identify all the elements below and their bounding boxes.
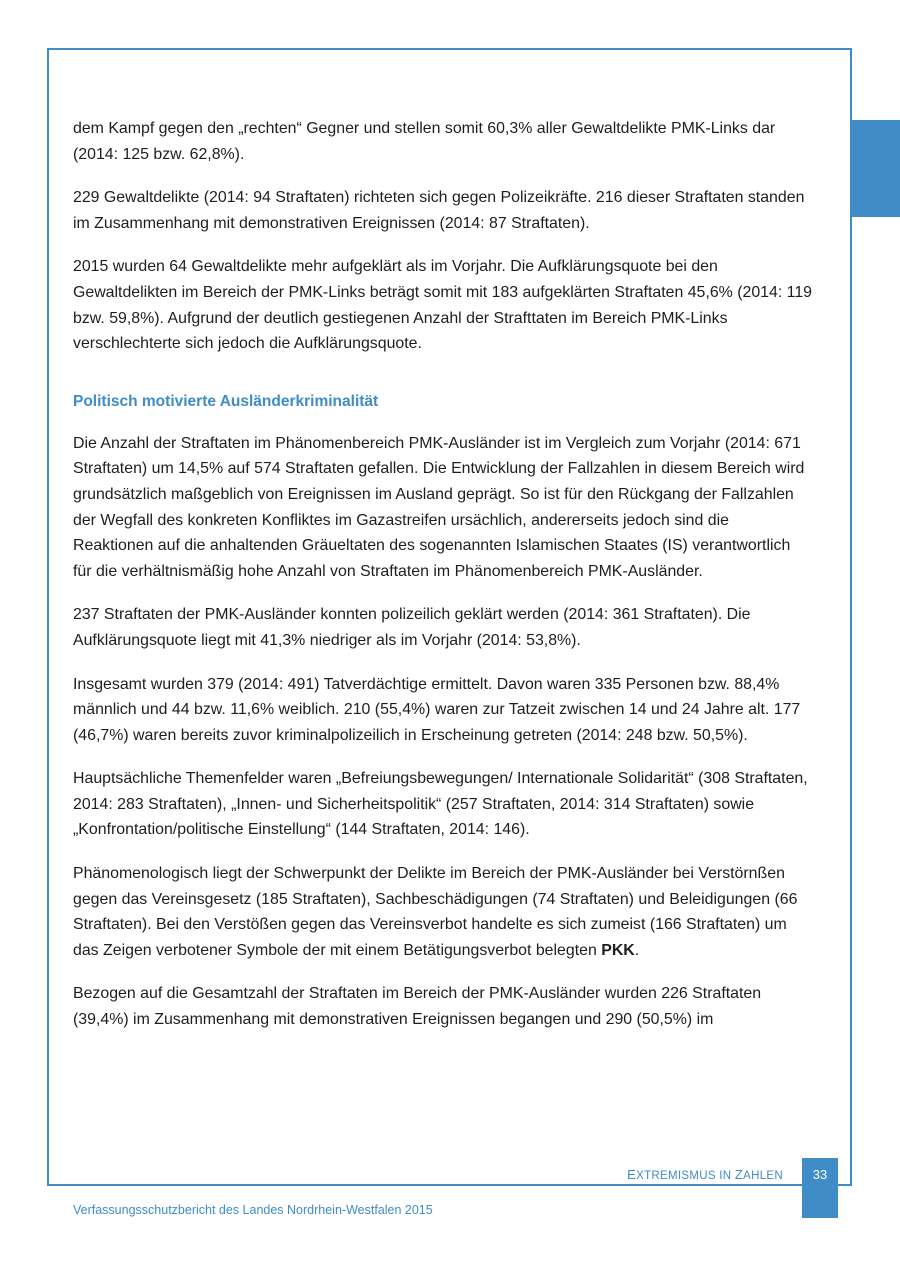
pkk-bold: PKK bbox=[601, 941, 635, 959]
footer-label-cap-z: Z bbox=[734, 1167, 744, 1182]
footer-label-part-1: XTREMISMUS IN bbox=[636, 1170, 735, 1182]
chapter-tab bbox=[852, 120, 900, 217]
paragraph-8-text: Phänomenologisch liegt der Schwerpunkt der Delikte im Bereich der PMK-Ausländer bei Verstörnßen gegen das Vereinsgesetz (185 Straftaten), Sachbeschädigungen (74 Straftaten) und Beleidigungen (66 Straftaten). Bei den Verstößen gegen das Vereinsverbot handelte es sich zumeist (166 Straftaten) um das Zeigen verbotener Symbole der mit einem Betätigungsverbot belegten bbox=[73, 865, 798, 959]
footer-label-cap-e: E bbox=[627, 1167, 637, 1182]
footer-section-label bbox=[627, 1167, 783, 1182]
paragraph-4: Die Anzahl der Straftaten im Phänomenbereich PMK-Ausländer ist im Vergleich zum Vorjahr (2014: 671 Straftaten) um 14,5% auf 574 Straftaten gefallen. Die Entwicklung der Fallzahlen in diesem Bereich wird grundsätzlich maßgeblich von Ereignissen im Ausland geprägt. So ist für den Rückgang der Fallzahlen der Wegfall des konkreten Konfliktes im Gazastreifen ursächlich, andererseits jedoch sind die Reaktionen auf die anhaltenden Gräueltaten des sogenannten Islamischen Staates (IS) verantwortlich für die verhältnismäßig hohe Anzahl von Straftaten im Phänomenbereich PMK-Ausländer. bbox=[73, 434, 805, 580]
paragraph-8 bbox=[73, 861, 813, 963]
footer-label-part-2: AHLEN bbox=[743, 1170, 783, 1182]
paragraph-2: 229 Gewaltdelikte (2014: 94 Straftaten) richteten sich gegen Polizeikräfte. 216 dieser Straftaten standen im Zusammenhang mit demonstrativen Ereignissen (2014: 87 Straftaten). bbox=[73, 189, 805, 232]
paragraph-9: Bezogen auf die Gesamtzahl der Straftaten im Bereich der PMK-Ausländer wurden 226 Straftaten (39,4%) im Zusammenhang mit demonstrativen Ereignissen begangen und 290 (50,5%) im bbox=[73, 985, 762, 1029]
paragraph-3: 2015 wurden 64 Gewaltdelikte mehr aufgeklärt als im Vorjahr. Die Aufklärungsquote bei den Gewaltdelikten im Bereich der PMK-Links beträgt somit mit 183 aufgeklärten Straftaten 45,6% (2014: 119 bzw. 59,8%). Aufgrund der deutlich gestiegenen Anzahl der Strafttaten im Bereich PMK-Links verschlechterte sich jedoch die Aufklärungsquote. bbox=[73, 258, 812, 353]
page-content bbox=[73, 116, 813, 1051]
section-heading: Politisch motivierte Ausländerkriminalität bbox=[73, 392, 379, 410]
paragraph-5: 237 Straftaten der PMK-Ausländer konnten polizeilich geklärt werden (2014: 361 Straftaten). Die Aufklärungsquote liegt mit 41,3% niedriger als im Vorjahr (2014: 53,8%). bbox=[73, 606, 751, 649]
paragraph-8-end: . bbox=[634, 941, 640, 959]
footer-document-title: Verfassungsschutzbericht des Landes Nordrhein-Westfalen 2015 bbox=[73, 1203, 433, 1217]
page-number: 33 bbox=[812, 1167, 828, 1182]
paragraph-7: Hauptsächliche Themenfelder waren „Befreiungsbewegungen/ Internationale Solidarität“ (308 Straftaten, 2014: 283 Straftaten), „Innen- und Sicherheitspolitik“ (257 Straftaten, 2014: 314 Straftaten) sowie „Konfrontation/politische Einstellung“ (144 Straftaten, 2014: 146). bbox=[73, 770, 808, 839]
paragraph-6: Insgesamt wurden 379 (2014: 491) Tatverdächtige ermittelt. Davon waren 335 Personen bzw. 88,4% männlich und 44 bzw. 11,6% weiblich. 210 (55,4%) waren zur Tatzeit zwischen 14 und 24 Jahre alt. 177 (46,7%) waren bereits zuvor kriminalpolizeilich in Erscheinung getreten (2014: 248 bzw. 50,5%). bbox=[73, 675, 801, 744]
page-number-box bbox=[802, 1158, 838, 1218]
paragraph-1: dem Kampf gegen den „rechten“ Gegner und stellen somit 60,3% aller Gewaltdelikte PMK-Links dar (2014: 125 bzw. 62,8%). bbox=[73, 120, 776, 163]
